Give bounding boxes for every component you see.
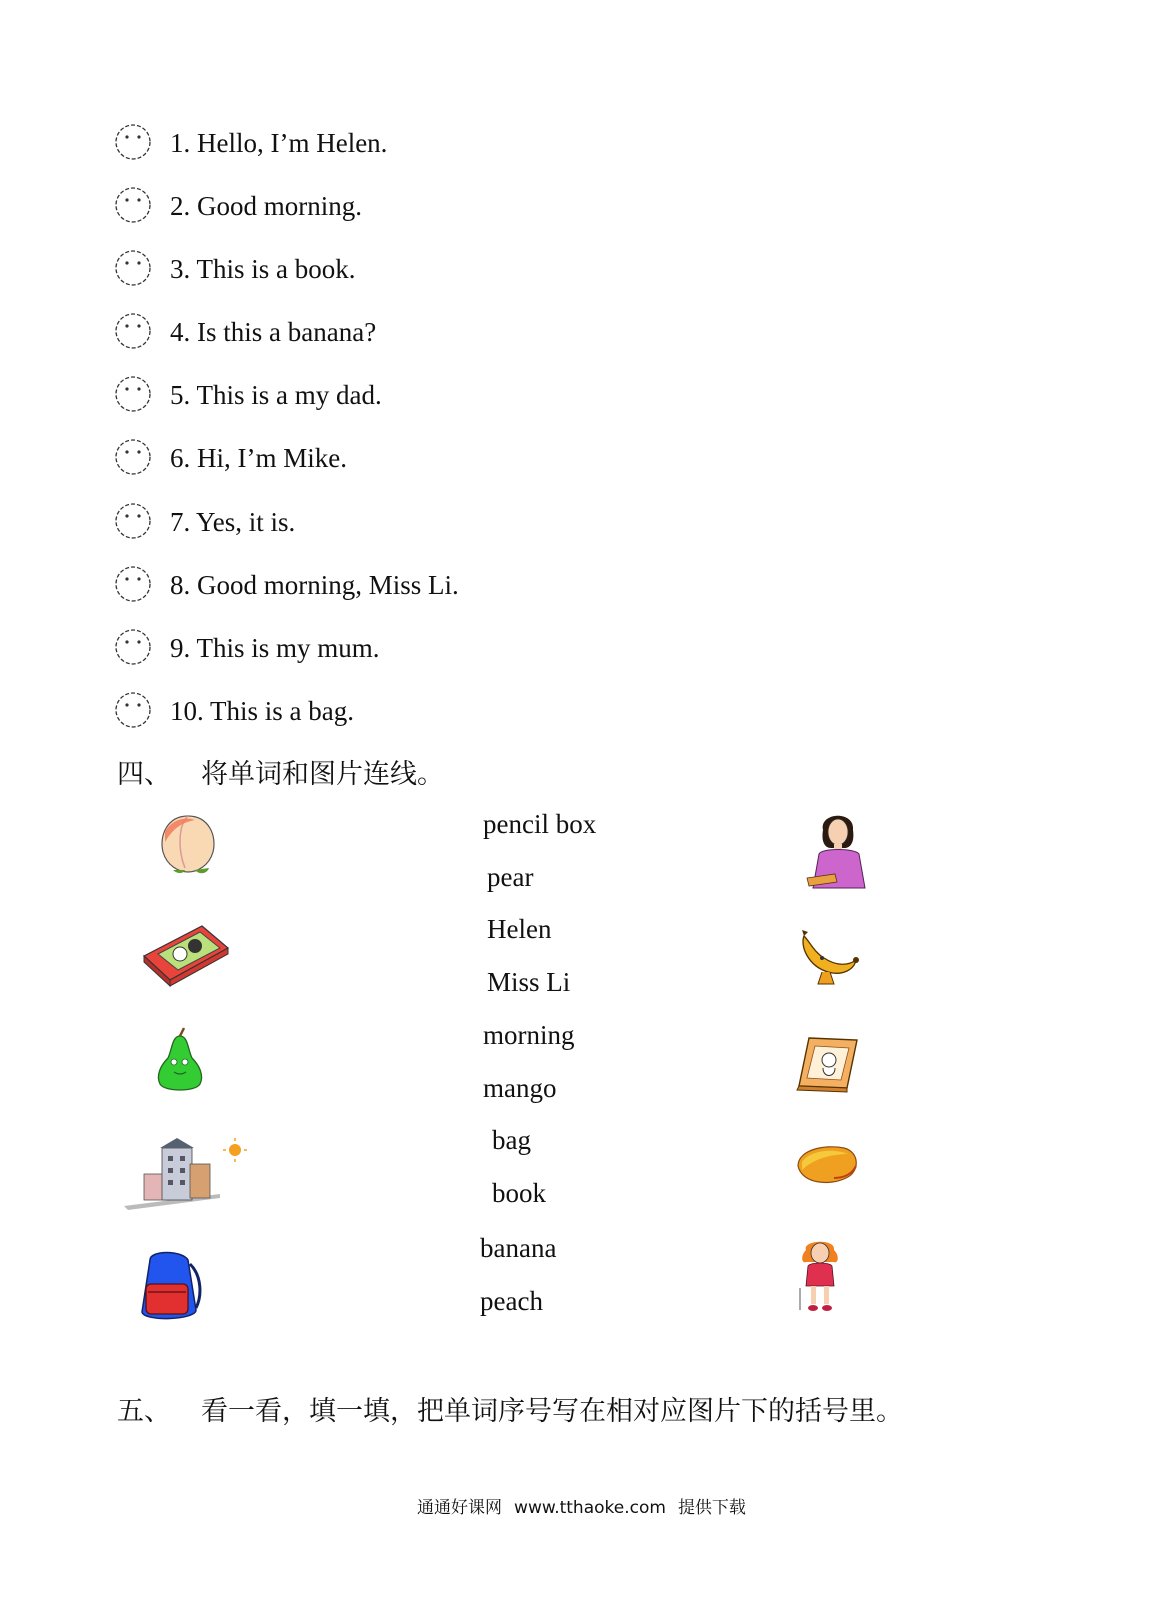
section-4-number: 四、 <box>117 759 171 790</box>
smiley-face-icon <box>113 185 153 225</box>
list-item <box>113 435 347 479</box>
sentence-text: 7. Yes, it is. <box>170 507 296 537</box>
peach-picture <box>155 808 221 876</box>
word-pencil-box: pencil box <box>483 809 597 839</box>
smiley-face-icon <box>113 122 153 162</box>
sentence-text: 9. This is my mum. <box>170 633 380 663</box>
sentence-text: 8. Good morning, Miss Li. <box>170 570 459 600</box>
smiley-face-icon <box>113 690 153 730</box>
sentence-text: 3. This is a book. <box>170 254 356 284</box>
smiley-face-icon <box>113 501 153 541</box>
list-item <box>113 499 296 543</box>
word-morning: morning <box>483 1020 575 1050</box>
word-book: book <box>492 1178 546 1208</box>
sentence-text: 6. Hi, I’m Mike. <box>170 443 347 473</box>
word-miss-li: Miss Li <box>487 967 571 997</box>
list-item <box>113 688 354 732</box>
sentence-text: 5. This is a my dad. <box>170 380 382 410</box>
section-4-heading <box>117 752 444 791</box>
smiley-face-icon <box>113 248 153 288</box>
footer-site-name: 通通好课网 <box>417 1498 503 1518</box>
list-item <box>113 120 388 164</box>
list-item <box>113 309 377 353</box>
sentence-text: 1. Hello, I’m Helen. <box>170 128 388 158</box>
banana-character-picture <box>798 926 862 988</box>
sentence-text: 2. Good morning. <box>170 191 362 221</box>
word-banana: banana <box>480 1233 557 1263</box>
smiley-face-icon <box>113 311 153 351</box>
section-4-title: 将单词和图片连线。 <box>201 759 444 790</box>
bag-picture <box>136 1246 206 1326</box>
word-helen: Helen <box>487 914 552 944</box>
section-5-heading <box>117 1389 903 1428</box>
smiley-face-icon <box>113 627 153 667</box>
word-bag: bag <box>492 1125 531 1155</box>
word-mango: mango <box>483 1073 557 1103</box>
smiley-face-icon <box>113 437 153 477</box>
list-item <box>113 246 356 290</box>
morning-city-picture <box>120 1134 248 1210</box>
girl-helen-picture <box>796 1236 844 1316</box>
teacher-miss-li-picture <box>805 808 871 892</box>
smiley-face-icon <box>113 564 153 604</box>
word-peach: peach <box>480 1286 543 1316</box>
pencil-box-picture <box>140 922 232 988</box>
section-5-number: 五、 <box>117 1396 171 1427</box>
footer-url[interactable]: www.tthaoke.com <box>514 1498 666 1518</box>
smiley-face-icon <box>113 374 153 414</box>
word-pear: pear <box>487 862 534 892</box>
pear-picture <box>152 1026 208 1096</box>
page-footer <box>0 1493 1163 1518</box>
list-item <box>113 625 380 669</box>
sentence-text: 4. Is this a banana? <box>170 317 377 347</box>
sentence-text: 10. This is a bag. <box>170 696 354 726</box>
footer-suffix: 提供下载 <box>677 1498 746 1518</box>
book-picture <box>795 1034 861 1094</box>
list-item <box>113 183 362 227</box>
list-item <box>113 562 459 606</box>
mango-picture <box>794 1142 862 1186</box>
section-5-title: 看一看，填一填，把单词序号写在相对应图片下的括号里。 <box>201 1396 903 1427</box>
list-item <box>113 372 382 416</box>
